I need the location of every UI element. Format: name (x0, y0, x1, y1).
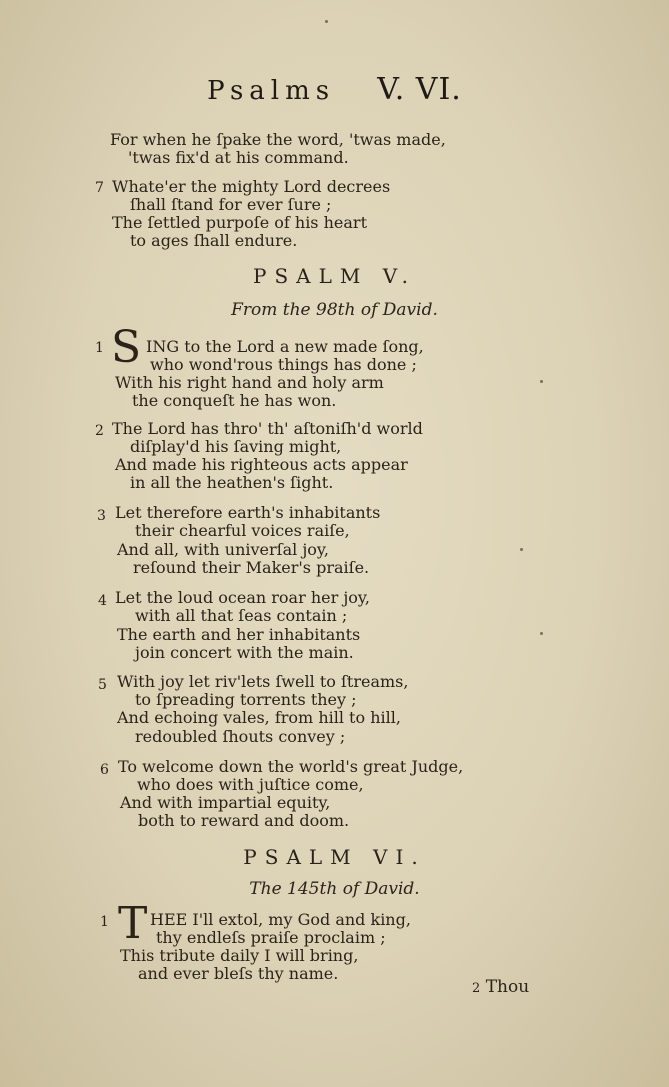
text-line: And with impartial equity, (120, 793, 331, 812)
text-line: who wond'rous things has done ; (150, 355, 417, 374)
text-line: and ever bleſs thy name. (138, 964, 339, 983)
text-line: Whate'er the mighty Lord decrees (112, 177, 391, 196)
text-line: their chearful voices raiſe, (135, 521, 350, 540)
text-line: in all the heathen's ſight. (130, 473, 334, 492)
text-line: to ſpreading torrents they ; (135, 690, 357, 709)
verse-number: 2 (95, 423, 104, 439)
psalm-title: PSALM V. (252, 264, 417, 288)
running-head-word: Psalms (207, 76, 336, 106)
catchword: 2 Thou (472, 977, 530, 997)
verse-number: 5 (98, 677, 107, 693)
verse-number: 3 (97, 508, 106, 524)
text-line: With joy let riv'lets ſwell to ſtreams, (117, 672, 409, 691)
text-line: both to reward and doom. (138, 811, 350, 830)
text-line: Let the loud ocean roar her joy, (115, 588, 370, 607)
drop-cap: S (111, 322, 142, 373)
verse-number: 1 (100, 914, 109, 930)
text-line: And echoing vales, from hill to hill, (117, 708, 401, 727)
text-line: And made his righteous acts appear (115, 455, 408, 474)
verse-number: 4 (98, 593, 107, 609)
text-line: Let therefore earth's inhabitants (115, 503, 381, 522)
text-line: to ages ſhall endure. (130, 231, 298, 250)
text-line: For when he ſpake the word, 'twas made, (110, 130, 446, 149)
text-line: The earth and her inhabitants (117, 625, 361, 644)
text-line: HEE I'll extol, my God and king, (150, 910, 411, 929)
text-line: 'twas fix'd at his command. (128, 148, 349, 167)
text-line: ſhall ſtand for ever ſure ; (130, 195, 332, 214)
text-line: join concert with the main. (135, 643, 354, 662)
text-line: diſplay'd his ſaving might, (130, 437, 342, 456)
psalm-title: PSALM VI. (243, 845, 426, 869)
text-line: The ſettled purpoſe of his heart (112, 213, 367, 232)
running-head (0, 72, 669, 107)
verse-number: 1 (95, 340, 104, 356)
verse-number: 6 (100, 762, 109, 778)
text-line: This tribute daily I will bring, (120, 946, 359, 965)
text-line: redoubled ſhouts convey ; (135, 727, 346, 746)
psalm-subtitle: From the 98th of David. (231, 300, 438, 320)
paper-speck (325, 20, 328, 23)
text-line: who does with juſtice come, (137, 775, 364, 794)
running-head-numbers: V. VI. (377, 72, 462, 107)
text-line: reſound their Maker's praiſe. (133, 558, 370, 577)
paper-speck (540, 632, 543, 635)
text-line: thy endleſs praiſe proclaim ; (156, 928, 386, 947)
text-line: the conqueſt he has won. (132, 391, 337, 410)
text-line: The Lord has thro' th' aſtoniſh'd world (112, 419, 423, 438)
psalm-subtitle: The 145th of David. (249, 879, 420, 899)
paper-speck (540, 380, 543, 383)
text-line: With his right hand and holy arm (115, 373, 384, 392)
drop-cap: T (118, 898, 148, 949)
verse-number: 7 (95, 180, 104, 196)
text-line: with all that ſeas contain ; (135, 606, 348, 625)
paper-speck (520, 548, 523, 551)
text-line: To welcome down the world's great Judge, (118, 757, 464, 776)
text-line: And all, with univerſal joy, (117, 540, 329, 559)
text-line: ING to the Lord a new made ſong, (146, 337, 424, 356)
